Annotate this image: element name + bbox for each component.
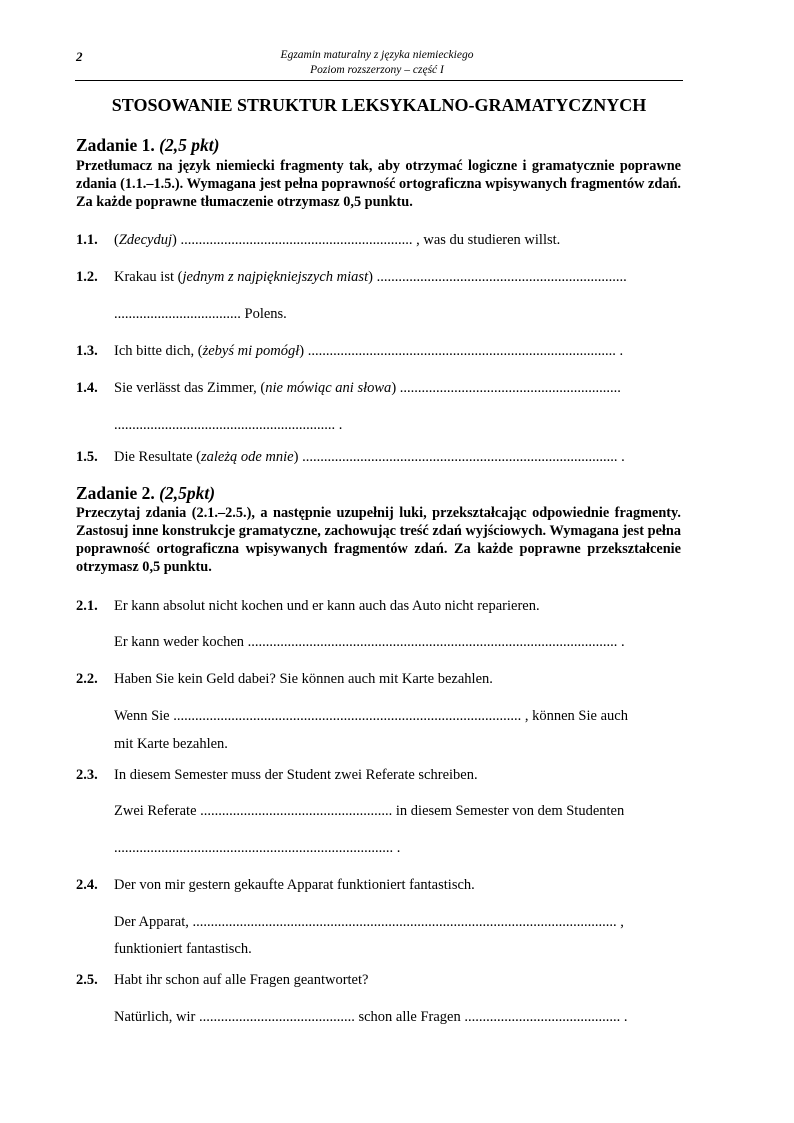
- item-1-1-line: [114, 232, 560, 249]
- item-1-3-line: [114, 343, 623, 360]
- answer-line[interactable]: Der Apparat, ..................................................................................................................... ,: [114, 914, 624, 930]
- paren: ): [299, 343, 305, 359]
- item-number: 2.3.: [76, 767, 98, 783]
- polish-phrase: nie mówiąc ani słowa: [265, 380, 392, 396]
- header-exam-title: Egzamin maturalny z języka niemieckiego: [280, 49, 474, 61]
- page-number: 2: [76, 49, 83, 64]
- source-sentence: Haben Sie kein Geld dabei? Sie können auch mit Karte bezahlen.: [114, 671, 493, 687]
- sentence-start: Ich bitte dich, (: [114, 343, 203, 359]
- source-sentence: Er kann absolut nicht kochen und er kann auch das Auto nicht reparieren.: [114, 598, 540, 614]
- item-number: 2.4.: [76, 877, 98, 893]
- item-number: 2.2.: [76, 671, 98, 687]
- task-1-label: Zadanie 1.: [76, 135, 155, 155]
- task-1-points: (2,5 pkt): [159, 135, 220, 155]
- item-number: 2.1.: [76, 598, 98, 614]
- item-1-5-line: [114, 449, 625, 466]
- source-sentence: Der von mir gestern gekaufte Apparat funktioniert fantastisch.: [114, 877, 475, 893]
- answer-blank[interactable]: .............................................................: [396, 380, 621, 396]
- item-number: 1.4.: [76, 380, 98, 396]
- polish-phrase: jednym z najpiękniejszych miast: [182, 269, 369, 285]
- paren: ): [391, 380, 397, 396]
- item-1-4-line: [114, 380, 621, 397]
- answer-blank[interactable]: ....................................................................................... .: [298, 449, 625, 465]
- answer-blank[interactable]: ................................................................: [176, 232, 417, 248]
- sentence-end: , was du studieren willst.: [416, 232, 561, 248]
- header-divider: [75, 80, 683, 81]
- paren: ): [172, 232, 177, 248]
- answer-blank-continuation[interactable]: ................................... Polens.: [114, 306, 287, 322]
- header-exam-level: Poziom rozszerzony – część I: [310, 64, 444, 76]
- source-sentence: In diesem Semester muss der Student zwei Referate schreiben.: [114, 767, 478, 783]
- polish-phrase: Zdecyduj: [118, 232, 172, 248]
- task-2-points: (2,5pkt): [159, 483, 216, 503]
- answer-line[interactable]: Er kann weder kochen ...................................................................................................... .: [114, 634, 625, 650]
- item-number: 1.3.: [76, 343, 98, 359]
- paren: ): [293, 449, 299, 465]
- source-sentence: Habt ihr schon auf alle Fragen geantwortet?: [114, 972, 369, 988]
- item-number: 1.1.: [76, 232, 98, 248]
- item-number: 1.5.: [76, 449, 98, 465]
- task-1-instructions: Przetłumacz na język niemiecki fragmenty tak, aby otrzymać logiczne i gramatycznie poprawne zdania (1.1.–1.5.). Wymagana jest pełna poprawność ortograficzna wpisywanych fragmentów zdań. Za każde poprawne tłumaczenie otrzymasz 0,5 punktu.: [76, 158, 681, 210]
- task-1-heading: [76, 135, 219, 156]
- sentence-start: Sie verlässt das Zimmer, (: [114, 380, 266, 396]
- section-title: STOSOWANIE STRUKTUR LEKSYKALNO-GRAMATYCZNYCH: [111, 95, 647, 115]
- sentence-start: Die Resultate (: [114, 449, 201, 465]
- answer-blank[interactable]: .....................................................................: [372, 269, 627, 285]
- polish-phrase: żebyś mi pomógł: [202, 343, 300, 359]
- answer-line-end: funktioniert fantastisch.: [114, 941, 252, 957]
- answer-blank-continuation[interactable]: ............................................................. .: [114, 417, 343, 433]
- item-1-2-line: [114, 269, 627, 286]
- paren: (: [114, 232, 119, 248]
- task-2-instructions: Przeczytaj zdania (2.1.–2.5.), a następnie uzupełnij luki, przekształcając odpowiednie fragmenty. Zastosuj inne konstrukcje gramatyczne, zachowując treść zdań wyjściowych. Wymagana jest pełna poprawność ortograficzna wpisywanych fragmentów zdań. Za każde poprawne przekształcenie otrzymasz 0,5 punktu.: [76, 505, 681, 575]
- item-number: 1.2.: [76, 269, 98, 285]
- answer-line[interactable]: Zwei Referate ..................................................... in diesem Semester von dem Studenten: [114, 803, 625, 819]
- answer-line[interactable]: Natürlich, wir ........................................... schon alle Fragen ........................................... .: [114, 1009, 628, 1025]
- answer-blank-continuation[interactable]: ............................................................................. .: [114, 840, 401, 856]
- answer-line-end: mit Karte bezahlen.: [114, 736, 228, 752]
- task-2-heading: [76, 483, 215, 504]
- paren: ): [368, 269, 373, 285]
- task-2-label: Zadanie 2.: [76, 483, 155, 503]
- answer-blank[interactable]: ..................................................................................... .: [304, 343, 624, 359]
- item-number: 2.5.: [76, 972, 98, 988]
- sentence-start: Krakau ist (: [114, 269, 183, 285]
- polish-phrase: zależą ode mnie: [200, 449, 294, 465]
- answer-line[interactable]: Wenn Sie ................................................................................................ , können Sie auch: [114, 708, 628, 724]
